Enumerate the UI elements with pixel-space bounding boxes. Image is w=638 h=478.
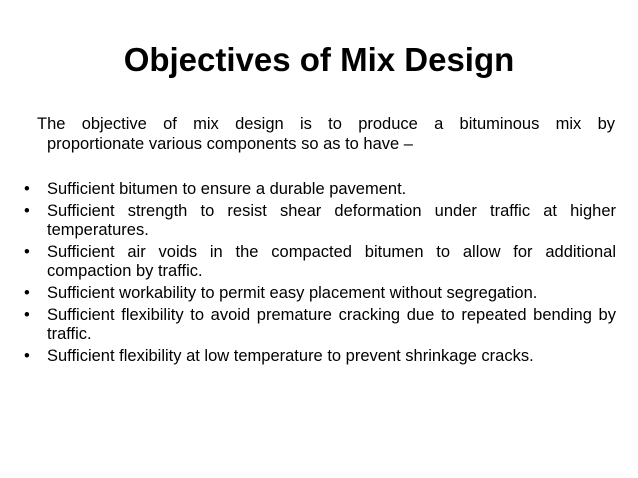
objectives-list [24,180,616,369]
list-item-text: Sufficient strength to resist shear deformation under traffic at higher temperatures. [47,202,616,239]
list-item-text: Sufficient workability to permit easy placement without segregation. [47,284,538,302]
list-item-text: Sufficient bitumen to ensure a durable pavement. [47,180,407,198]
slide-title: Objectives of Mix Design [123,41,515,78]
list-item-text: Sufficient flexibility to avoid premature cracking due to repeated bending by traffic. [47,306,616,343]
intro-paragraph [37,114,615,154]
bullet-icon: • [24,306,30,324]
bullet-icon: • [24,180,30,198]
bullet-icon: • [24,347,30,365]
list-item-text: Sufficient air voids in the compacted bitumen to allow for additional compaction by traffic. [47,243,616,280]
bullet-icon: • [24,243,30,261]
list-item [24,284,616,303]
intro-line-1: The objective of mix design is to produce a bituminous mix by [37,115,615,133]
list-item [24,347,616,366]
list-item [24,202,616,240]
list-item [24,180,616,199]
list-item [24,243,616,281]
bullet-icon: • [24,284,30,302]
list-item-text: Sufficient flexibility at low temperature to prevent shrinkage cracks. [47,347,534,365]
intro-line-2: proportionate various components so as to have – [47,135,413,153]
bullet-icon: • [24,202,30,220]
list-item [24,306,616,344]
